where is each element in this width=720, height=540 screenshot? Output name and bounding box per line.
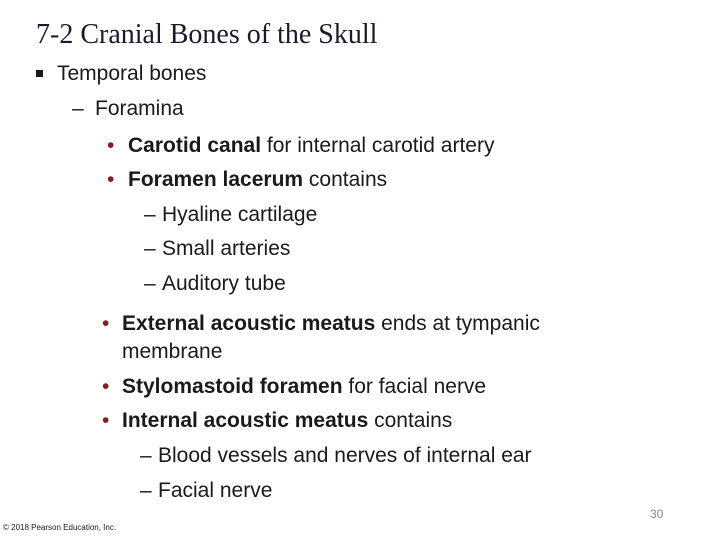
dot-bullet: • xyxy=(102,312,110,335)
bullet-term: External acoustic meatus xyxy=(122,312,376,335)
dot-bullet: • xyxy=(107,168,115,191)
bullet-item-level3 xyxy=(102,373,486,401)
dash-bullet: – xyxy=(144,272,156,295)
bullet-text: Hyaline cartilage xyxy=(162,203,318,226)
copyright-notice: © 2018 Pearson Education, Inc. xyxy=(3,523,117,532)
bullet-text: contains xyxy=(303,168,388,191)
square-bullet-icon xyxy=(36,70,43,77)
dash-bullet: – xyxy=(144,203,156,226)
bullet-text: ends at tympanic xyxy=(375,312,540,335)
bullet-text: Temporal bones xyxy=(57,62,207,85)
dot-bullet: • xyxy=(102,375,110,398)
bullet-item-level4 xyxy=(144,235,290,263)
dash-bullet: – xyxy=(140,479,152,502)
bullet-item-continuation xyxy=(122,338,222,366)
bullet-text: Auditory tube xyxy=(162,272,286,295)
bullet-term: Internal acoustic meatus xyxy=(122,409,369,432)
bullet-text: Facial nerve xyxy=(158,479,273,502)
bullet-item-level3 xyxy=(102,310,540,338)
bullet-item-level1 xyxy=(36,60,206,88)
bullet-text: Foramina xyxy=(95,97,184,120)
bullet-item-level3 xyxy=(102,407,452,435)
dot-bullet: • xyxy=(107,134,115,157)
dash-bullet: – xyxy=(140,444,152,467)
bullet-text: for internal carotid artery xyxy=(261,134,495,157)
bullet-term: Foramen lacerum xyxy=(128,168,304,191)
bullet-text: contains xyxy=(368,409,453,432)
bullet-item-level4 xyxy=(140,442,532,470)
bullet-item-level4 xyxy=(140,477,272,505)
dash-bullet: – xyxy=(144,237,156,260)
page-number: 30 xyxy=(650,507,664,521)
slide-title: 7-2 Cranial Bones of the Skull xyxy=(36,19,378,50)
dot-bullet: • xyxy=(102,409,110,432)
bullet-item-level2 xyxy=(72,95,184,123)
bullet-item-level3 xyxy=(107,132,494,160)
bullet-item-level4 xyxy=(144,270,286,298)
bullet-text: membrane xyxy=(122,340,223,363)
bullet-item-level4 xyxy=(144,201,317,229)
bullet-term: Carotid canal xyxy=(128,134,262,157)
bullet-item-level3 xyxy=(107,166,387,194)
bullet-text: Blood vessels and nerves of internal ear xyxy=(158,444,532,467)
dash-bullet: – xyxy=(72,97,84,120)
bullet-text: for facial nerve xyxy=(342,375,487,398)
bullet-term: Stylomastoid foramen xyxy=(122,375,343,398)
bullet-text: Small arteries xyxy=(162,237,291,260)
